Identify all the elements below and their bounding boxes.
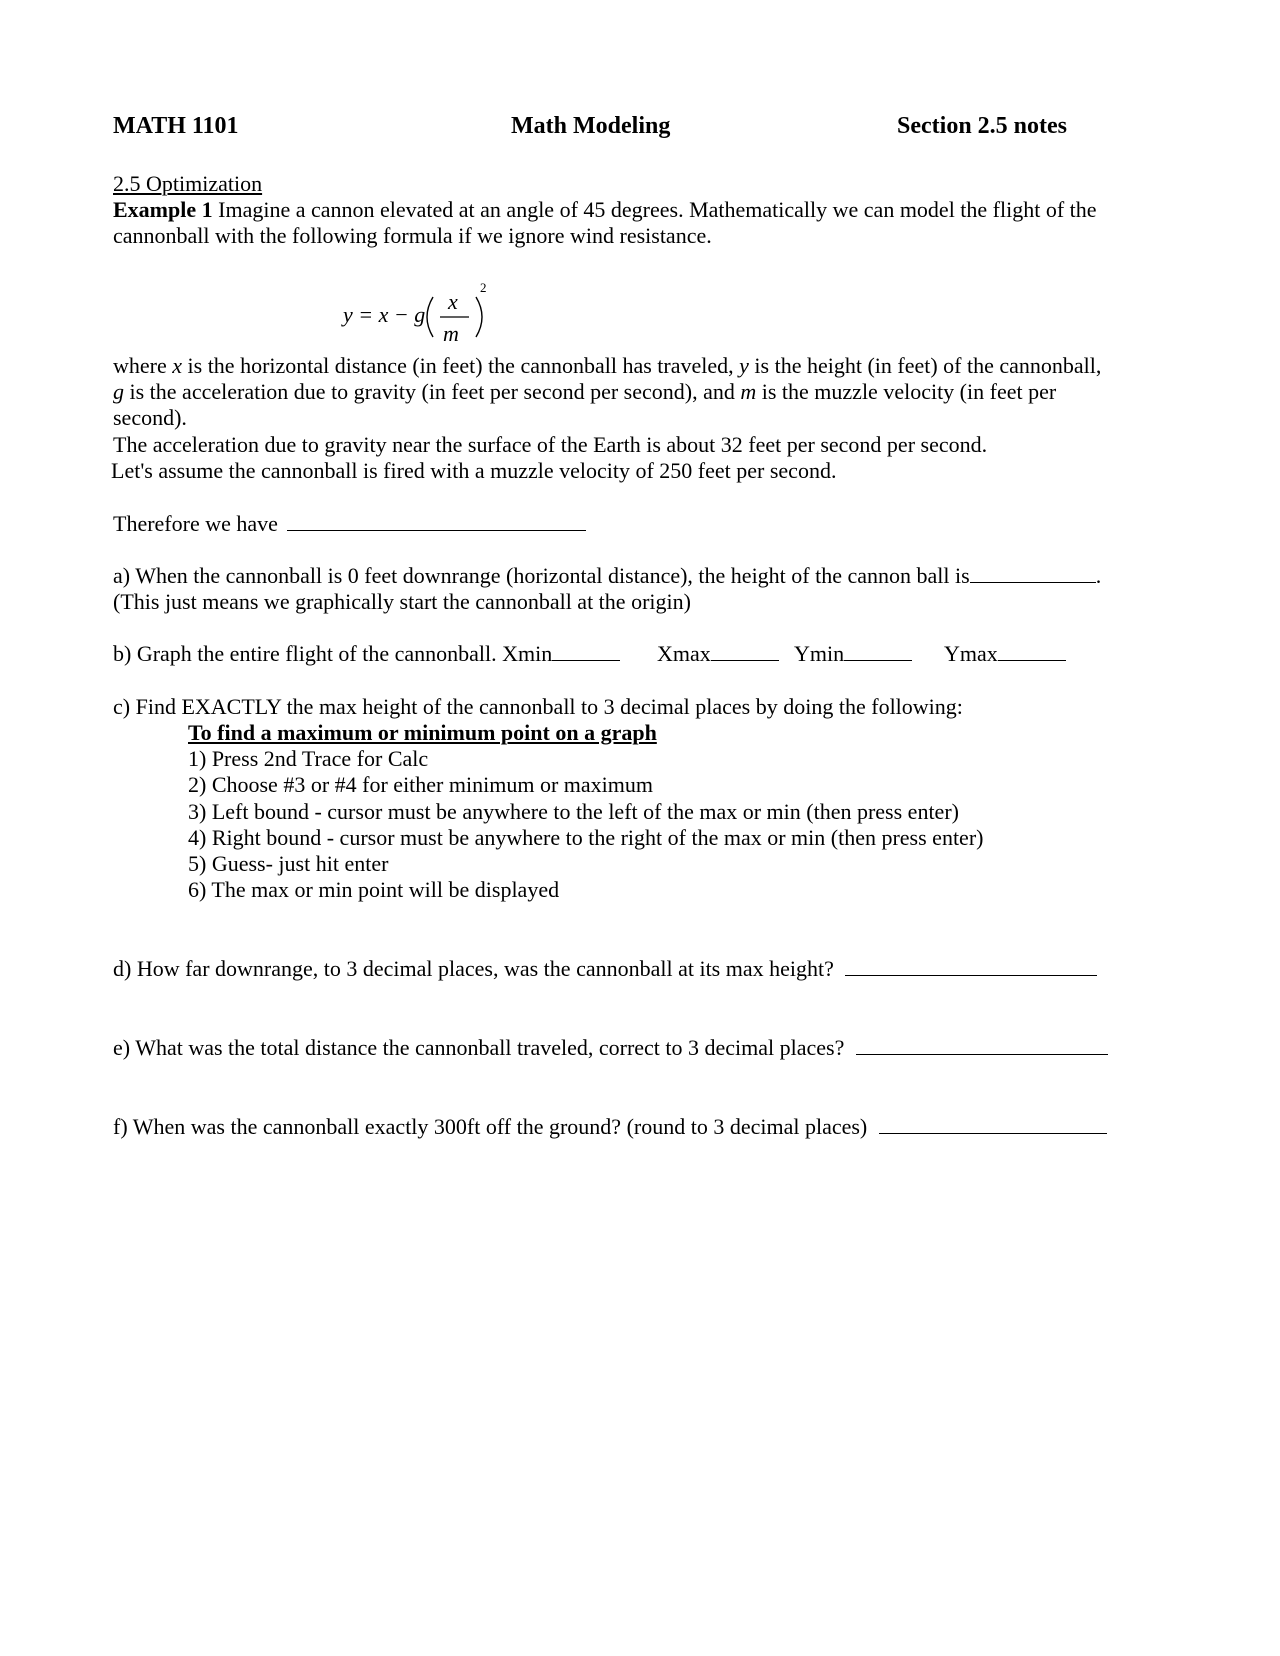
def-x-text: is the horizontal distance (in feet) the cannonball has traveled, <box>182 353 740 378</box>
formula-numerator: x <box>448 289 458 314</box>
formula-left-paren <box>427 297 433 337</box>
xmax-field <box>657 641 779 667</box>
part-c-subheading: To find a maximum or minimum point on a graph <box>188 720 657 745</box>
part-d-answer-blank[interactable] <box>845 957 1097 976</box>
definitions-line1 <box>113 353 1101 379</box>
part-a-answer-blank[interactable] <box>970 564 1096 583</box>
section-heading: 2.5 Optimization <box>113 171 263 196</box>
def-g-text: is the acceleration due to gravity (in feet per second per second), and <box>124 379 741 404</box>
definitions-line2 <box>113 379 1056 405</box>
cannonball-formula <box>335 275 495 355</box>
part-a-question: a) When the cannonball is 0 feet downrange (horizontal distance), the height of the cannon ball is <box>113 563 970 588</box>
step-6: 6) The max or min point will be displayed <box>188 877 560 902</box>
gravity-line: The acceleration due to gravity near the surface of the Earth is about 32 feet per second per second. <box>113 432 988 457</box>
formula-right-paren <box>476 297 482 337</box>
example-intro-text: Imagine a cannon elevated at an angle of 45 degrees. Mathematically we can model the flight of the <box>218 197 1097 222</box>
def-where: where <box>113 353 173 378</box>
var-y: y <box>739 353 749 378</box>
xmin-blank[interactable] <box>552 642 620 661</box>
part-a-period: . <box>1095 563 1102 588</box>
example-intro-line2: cannonball with the following formula if we ignore wind resistance. <box>113 223 712 248</box>
example-label: Example 1 <box>113 197 213 222</box>
formula-denominator: m <box>443 321 459 346</box>
part-a-line2: (This just means we graphically start the cannonball at the origin) <box>113 589 691 614</box>
part-a-line1 <box>113 563 1101 589</box>
part-c-question: c) Find EXACTLY the max height of the cannonball to 3 decimal places by doing the following: <box>113 694 963 719</box>
therefore-line <box>113 511 586 537</box>
part-e-question: e) What was the total distance the cannonball traveled, correct to 3 decimal places? <box>113 1035 845 1060</box>
var-m: m <box>740 379 757 404</box>
step-3: 3) Left bound - cursor must be anywhere to the left of the max or min (then press enter) <box>188 799 959 824</box>
part-e-line <box>113 1035 1108 1061</box>
definitions-line3: second). <box>113 405 187 430</box>
part-b-question: b) Graph the entire flight of the cannonball. Xmin <box>113 641 553 666</box>
page-title: Math Modeling <box>511 113 671 139</box>
part-f-question: f) When was the cannonball exactly 300ft off the ground? (round to 3 decimal places) <box>113 1114 868 1139</box>
step-5: 5) Guess- just hit enter <box>188 851 389 876</box>
velocity-line: Let's assume the cannonball is fired with a muzzle velocity of 250 feet per second. <box>111 458 837 483</box>
therefore-text: Therefore we have <box>113 511 278 536</box>
step-2: 2) Choose #3 or #4 for either minimum or maximum <box>188 772 653 797</box>
ymax-field <box>944 641 1066 667</box>
step-1: 1) Press 2nd Trace for Calc <box>188 746 429 771</box>
section-label: Section 2.5 notes <box>897 113 1067 139</box>
var-g: g <box>113 379 124 404</box>
step-4: 4) Right bound - cursor must be anywhere to the right of the max or min (then press enter) <box>188 825 984 850</box>
part-f-answer-blank[interactable] <box>879 1115 1107 1134</box>
xmax-label: Xmax <box>657 641 711 666</box>
ymin-field <box>794 641 912 667</box>
equation-answer-blank[interactable] <box>287 512 586 531</box>
part-b-line <box>113 641 620 667</box>
var-x: x <box>172 353 183 378</box>
part-e-answer-blank[interactable] <box>856 1036 1108 1055</box>
ymin-label: Ymin <box>794 641 845 666</box>
part-d-question: d) How far downrange, to 3 decimal places, was the cannonball at its max height? <box>113 956 834 981</box>
ymin-blank[interactable] <box>844 642 912 661</box>
def-y-text: is the height (in feet) of the cannonball, <box>748 353 1102 378</box>
def-m-text: is the muzzle velocity (in feet per <box>756 379 1057 404</box>
course-number: MATH 1101 <box>113 113 239 139</box>
part-f-line <box>113 1114 1107 1140</box>
ymax-blank[interactable] <box>998 642 1066 661</box>
example-intro-line1 <box>113 197 1097 223</box>
formula-lhs: y = x − g <box>343 302 426 327</box>
xmax-blank[interactable] <box>711 642 779 661</box>
formula-exponent: 2 <box>480 280 487 295</box>
ymax-label: Ymax <box>944 641 998 666</box>
part-d-line <box>113 956 1097 982</box>
